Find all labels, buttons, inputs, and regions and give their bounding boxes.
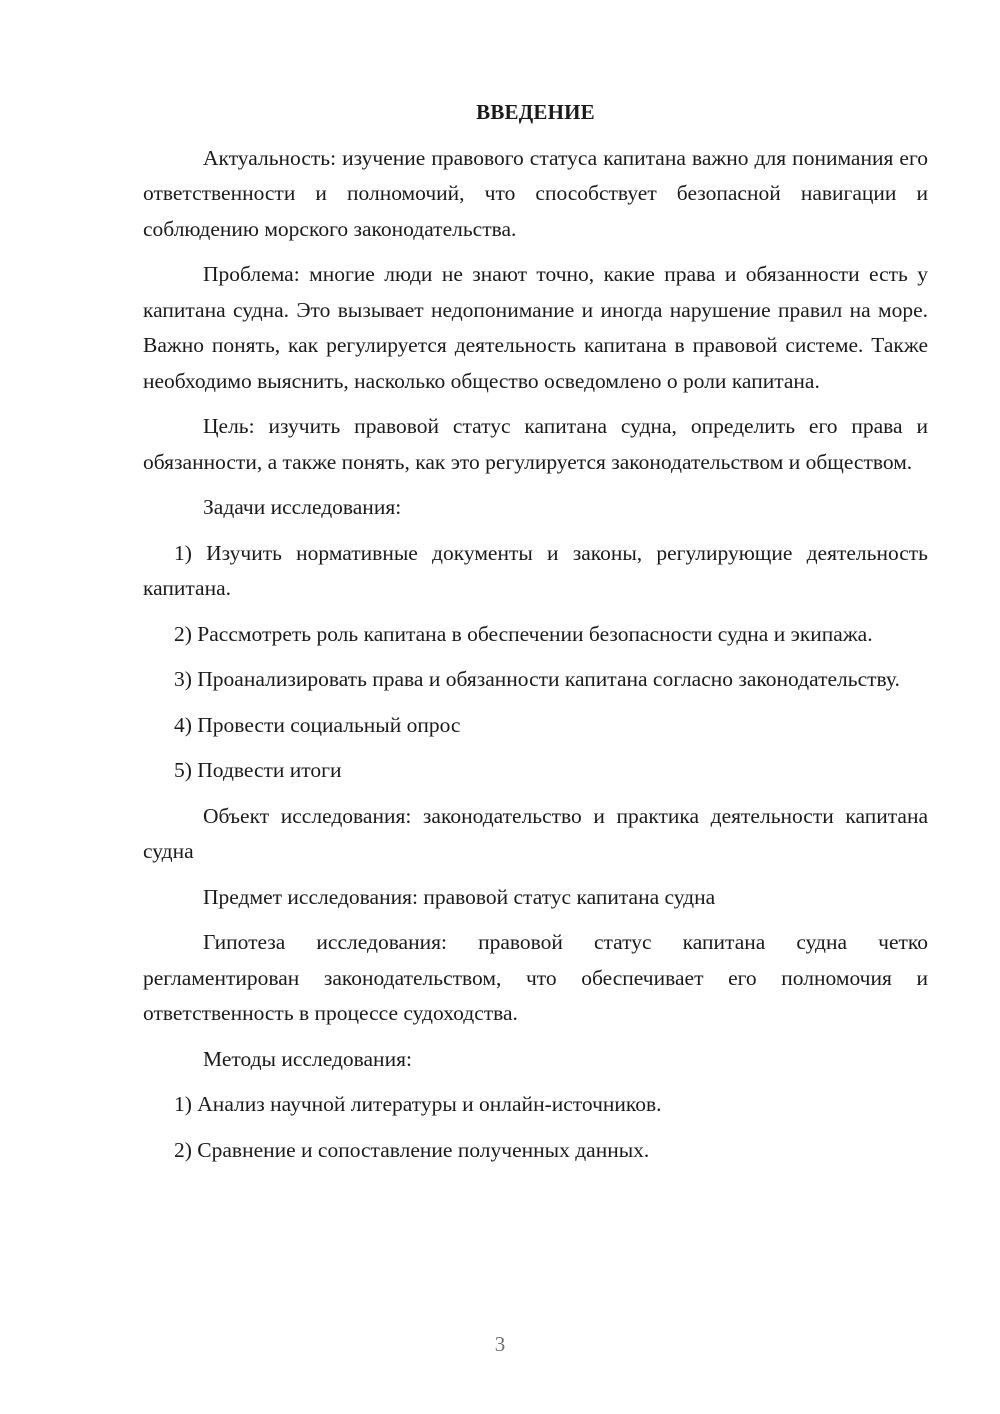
section-title: ВВЕДЕНИЕ [476, 100, 595, 124]
task-item: 1) Изучить нормативные документы и законы, регулирующие деятельность капитана. [143, 540, 928, 600]
task-item: 3) Проанализировать права и обязанности капитана согласно законодательству. [174, 667, 900, 691]
paragraph-subject: Предмет исследования: правовой статус капитана судна [203, 884, 716, 909]
paragraph-goal: Цель: изучить правовой статус капитана судна, определить его права и обязанности, а также понять, как это регулируется законодательством и обществом. [143, 414, 928, 474]
task-item: 5) Подвести итоги [174, 758, 342, 782]
tasks-heading: Задачи исследования: [203, 495, 402, 519]
paragraph-relevance: Актуальность: изучение правового статуса капитана важно для понимания его ответственности и полномочий, что способствует безопасной навигации и соблюдению морского законодательства. [143, 145, 928, 241]
paragraph-hypothesis: Гипотеза исследования: правовой статус капитана судна четко регламентирован законодательством, что обеспечивает его полномочия и ответственность в процессе судоходства. [143, 930, 928, 1025]
method-item: 2) Сравнение и сопоставление полученных данных. [174, 1137, 650, 1162]
method-item: 1) Анализ научной литературы и онлайн-источников. [174, 1092, 662, 1116]
paragraph-problem: Проблема: многие люди не знают точно, какие права и обязанности есть у капитана судна. Это вызывает недопонимание и иногда нарушение правил на море. Важно понять, как регулируется деятельность капитана в правовой системе. Также необходимо выяснить, насколько общество осведомлено о роли капитана. [143, 262, 928, 393]
page-number: 3 [494, 1332, 506, 1356]
document-body [143, 95, 928, 1178]
methods-heading: Методы исследования: [203, 1046, 412, 1071]
task-item: 2) Рассмотреть роль капитана в обеспечении безопасности судна и экипажа. [174, 621, 873, 646]
paragraph-object: Объект исследования: законодательство и практика деятельности капитана судна [143, 803, 928, 863]
task-item: 4) Провести социальный опрос [174, 712, 461, 737]
